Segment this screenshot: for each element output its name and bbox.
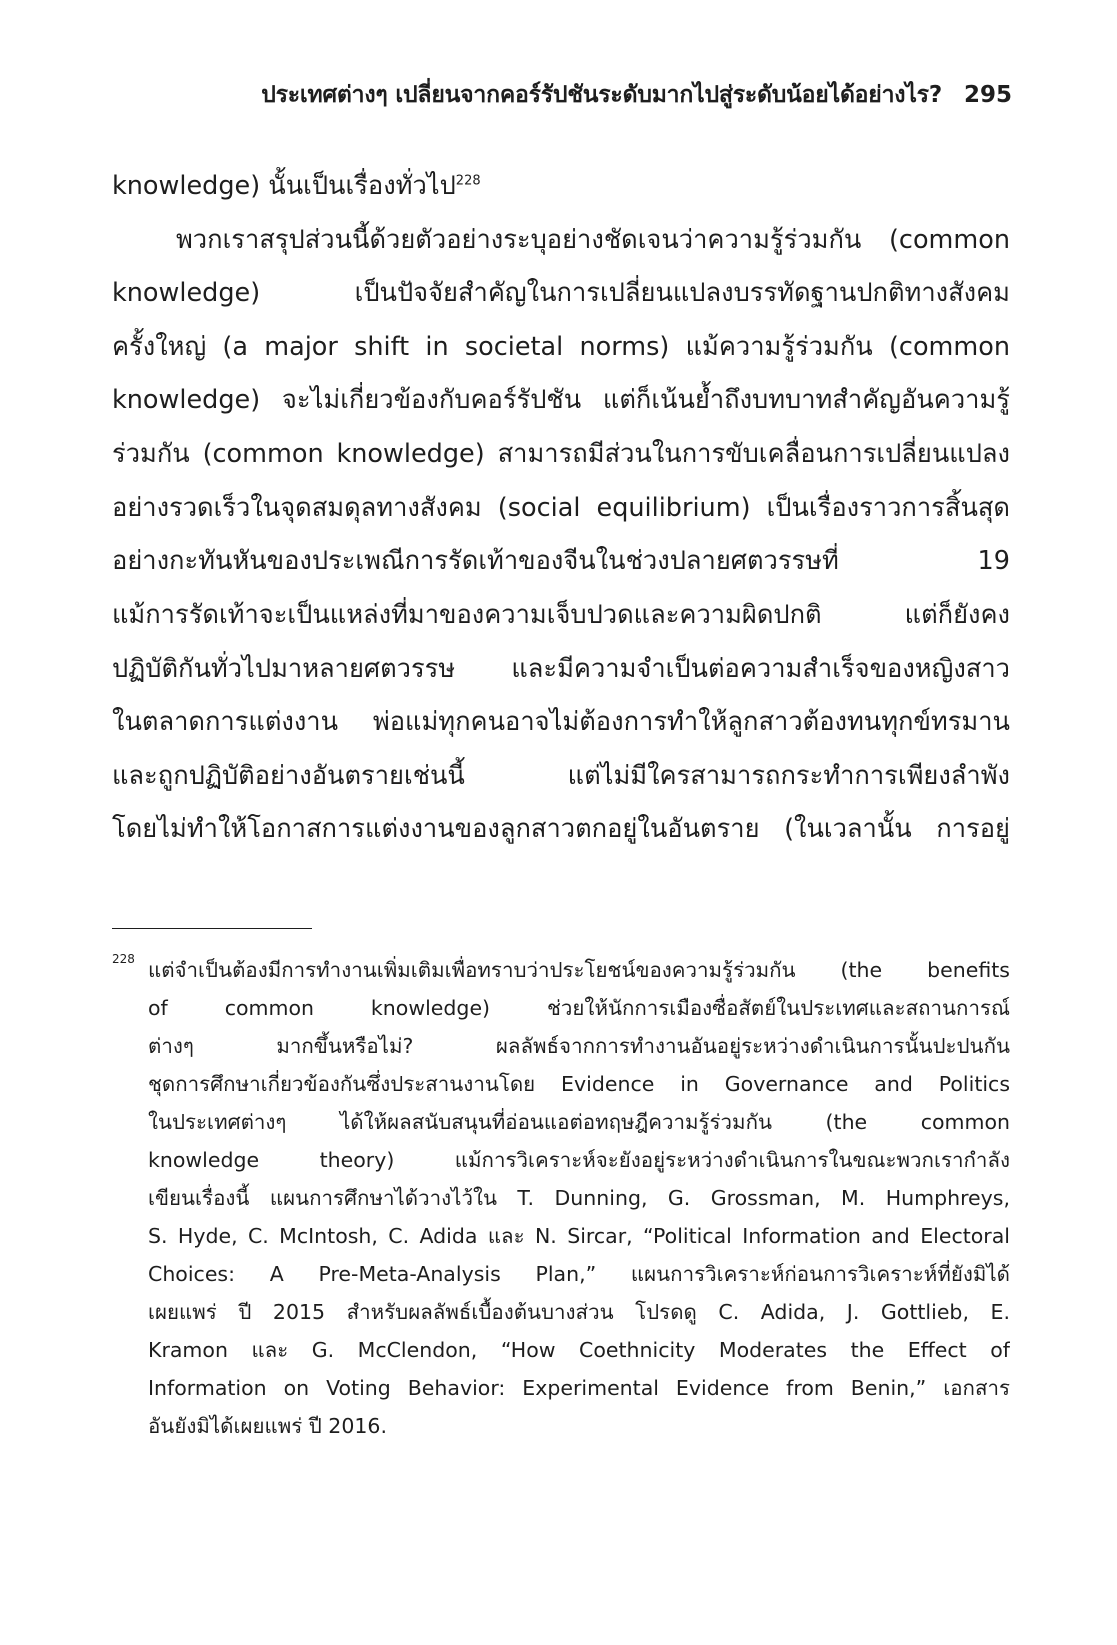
footnote-line: เขียนเรื่องนี้ แผนการศึกษาได้วางไว้ใน T. Dunning, G. Grossman, M. Humphreys, (148, 1186, 1010, 1210)
footnote-line: แต่จำเป็นต้องมีการทำงานเพิ่มเติมเพื่อทราบว่าประโยชน์ของความรู้ร่วมกัน (the benefits (148, 958, 1010, 982)
page-number: 295 (963, 82, 1012, 108)
body-line: อย่างรวดเร็วในจุดสมดุลทางสังคม (social equilibrium) เป็นเรื่องราวการสิ้นสุด (112, 493, 1010, 523)
footnote-line: of common knowledge) ช่วยให้นักการเมืองซื่อสัตย์ในประเทศและสถานการณ์ (148, 996, 1010, 1020)
footnote-line: knowledge theory) แม้การวิเคราะห์จะยังอยู่ระหว่างดำเนินการในขณะพวกเรากำลัง (148, 1148, 1010, 1172)
page-header (261, 77, 1012, 117)
body-line: knowledge) จะไม่เกี่ยวข้องกับคอร์รัปชัน แต่ก็เน้นย้ำถึงบทบาทสำคัญอันความรู้ (112, 385, 1010, 415)
body-line: ในตลาดการแต่งงาน พ่อแม่ทุกคนอาจไม่ต้องการทำให้ลูกสาวต้องทนทุกข์ทรมาน (112, 707, 1010, 737)
body-line: แม้การรัดเท้าจะเป็นแหล่งที่มาของความเจ็บปวดและความผิดปกติ แต่ก็ยังคง (112, 600, 1010, 630)
body-line: ครั้งใหญ่ (a major shift in societal norms) แม้ความรู้ร่วมกัน (common (112, 332, 1010, 362)
footnote-number: 228 (112, 952, 135, 966)
body-line-1 (112, 166, 1010, 206)
footnote-line: S. Hyde, C. McIntosh, C. Adida และ N. Sircar, “Political Information and Electoral (148, 1224, 1010, 1248)
footnote-line: ในประเทศต่างๆ ได้ให้ผลสนับสนุนที่อ่อนแอต่อทฤษฎีความรู้ร่วมกัน (the common (148, 1110, 1010, 1134)
body-line: ร่วมกัน (common knowledge) สามารถมีส่วนในการขับเคลื่อนการเปลี่ยนแปลง (112, 439, 1010, 469)
body-line: และถูกปฏิบัติอย่างอันตรายเช่นนี้ แต่ไม่มีใครสามารถกระทำการเพียงลำพัง (112, 761, 1010, 791)
footnote-line: ชุดการศึกษาเกี่ยวข้องกันซึ่งประสานงานโดย Evidence in Governance and Politics (148, 1072, 1010, 1096)
body-line: knowledge) เป็นปัจจัยสำคัญในการเปลี่ยนแปลงบรรทัดฐานปกติทางสังคม (112, 278, 1010, 308)
running-title: ประเทศต่างๆ เปลี่ยนจากคอร์รัปชันระดับมากไปสู่ระดับน้อยได้อย่างไร? (261, 82, 942, 108)
body-line: ปฏิบัติกันทั่วไปมาหลายศตวรรษ และมีความจำเป็นต่อความสำเร็จของหญิงสาว (112, 654, 1010, 684)
footnote-line: Choices: A Pre-Meta-Analysis Plan,” แผนการวิเคราะห์ก่อนการวิเคราะห์ที่ยังมิได้ (148, 1262, 1010, 1286)
body-line: อย่างกะทันหันของประเพณีการรัดเท้าของจีนในช่วงปลายศตวรรษที่ 19 (112, 546, 1010, 576)
footnote-line: อันยังมิได้เผยแพร่ ปี 2016. (148, 1414, 387, 1438)
footnote-line: Information on Voting Behavior: Experimental Evidence from Benin,” เอกสาร (148, 1376, 1010, 1400)
body-line: โดยไม่ทำให้โอกาสการแต่งงานของลูกสาวตกอยู่ในอันตราย (ในเวลานั้น การอยู่ (112, 814, 1010, 844)
body-line-1-text: knowledge) นั้นเป็นเรื่องทั่วไป (112, 171, 456, 201)
footnote-reference: 228 (455, 173, 481, 189)
body-line: พวกเราสรุปส่วนนี้ด้วยตัวอย่างระบุอย่างชัดเจนว่าความรู้ร่วมกัน (common (176, 225, 1010, 255)
footnote-line: เผยแพร่ ปี 2015 สำหรับผลลัพธ์เบื้องต้นบางส่วน โปรดดู C. Adida, J. Gottlieb, E. (148, 1300, 1010, 1324)
footnote-line: ต่างๆ มากขึ้นหรือไม่? ผลลัพธ์จากการทำงานอันอยู่ระหว่างดำเนินการนั้นปะปนกัน (148, 1034, 1010, 1058)
footnote-line: Kramon และ G. McClendon, “How Coethnicity Moderates the Effect of (148, 1338, 1010, 1362)
footnote-separator (112, 928, 312, 929)
